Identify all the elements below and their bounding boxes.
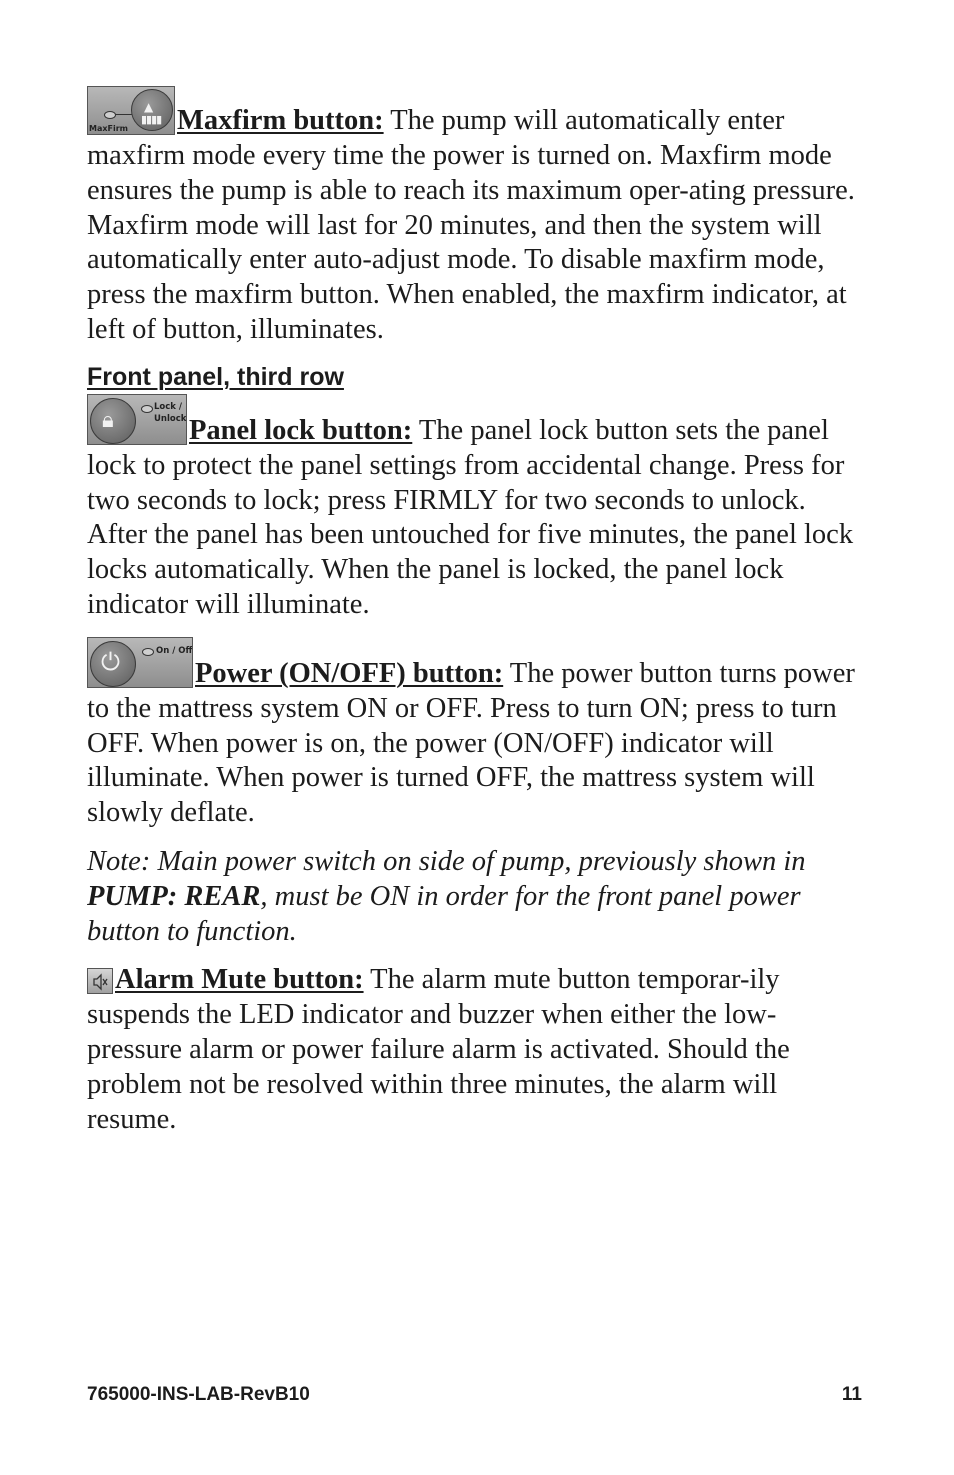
alarm-mute-paragraph <box>87 963 869 1137</box>
note-text-after: , must be ON in order for the front panel power button to function. <box>87 880 801 947</box>
lock-icon-label-2: Unlock <box>154 413 187 424</box>
section-heading: Front panel, third row <box>87 362 344 391</box>
mute-icon <box>87 968 113 994</box>
page-content <box>87 86 869 1151</box>
maxfirm-body: The pump will automatically enter maxfirm mode every time the power is turned on. Maxfirm mode ensures the pump is able to reach its maximum oper-ating pressure. Maxfirm mode will last for 20 minutes, and then the system will automatically enter auto-adjust mode. To disable maxfirm mode, press the maxfirm button. When enabled, the maxfirm indicator, at left of button, illuminates. <box>87 105 855 345</box>
maxfirm-paragraph <box>87 86 869 348</box>
panel-lock-paragraph <box>87 394 869 623</box>
page-footer <box>87 1384 862 1406</box>
panel-lock-body: The panel lock button sets the panel lock to protect the panel settings from accidental change. Press for two seconds to lock; press FIRMLY for two seconds to unlock. After the panel has been untouched for five minutes, the panel lock locks automatically. When the panel is locked, the panel lock indicator will illuminate. <box>87 414 854 620</box>
power-paragraph <box>87 637 869 831</box>
maxfirm-term: Maxfirm button: <box>177 105 384 137</box>
alarm-mute-term: Alarm Mute button: <box>115 964 364 996</box>
power-indicator-led <box>142 648 154 656</box>
footer-doc-id: 765000-INS-LAB-RevB10 <box>87 1384 310 1405</box>
note-text-before: Note: Main power switch on side of pump, previously shown in <box>87 845 806 877</box>
note-text-bold: PUMP: REAR <box>87 880 261 912</box>
power-body: The power button turns power to the mattress system ON or OFF. Press to turn ON; press to turn OFF. When power is on, the power (ON/OFF) indicator will illuminate. When power is turned OFF, the mattress system will slowly deflate. <box>87 657 855 829</box>
power-term: Power (ON/OFF) button: <box>195 657 504 689</box>
alarm-mute-body: The alarm mute button temporar-ily suspends the LED indicator and buzzer when either the low-pressure alarm or power failure alarm is activated. Should the problem not be resolved within three minutes, the alarm will resume. <box>87 964 790 1135</box>
maxfirm-indicator-led <box>104 111 116 119</box>
footer-page-number: 11 <box>841 1384 862 1405</box>
lock-indicator-led <box>141 405 153 413</box>
panel-lock-term: Panel lock button: <box>189 414 413 446</box>
maxfirm-icon-label: MaxFirm <box>89 124 129 133</box>
power-button-icon: ⏻ On / Off <box>87 637 193 688</box>
lock-button-icon: 🔒︎ Lock / Unlock <box>87 394 187 445</box>
power-icon-label: On / Off <box>156 645 193 656</box>
lock-icon-label-1: Lock / <box>154 401 183 412</box>
maxfirm-button-icon: ▲ ▮▮▮▮ MaxFirm <box>87 86 175 135</box>
note-paragraph <box>87 845 869 949</box>
